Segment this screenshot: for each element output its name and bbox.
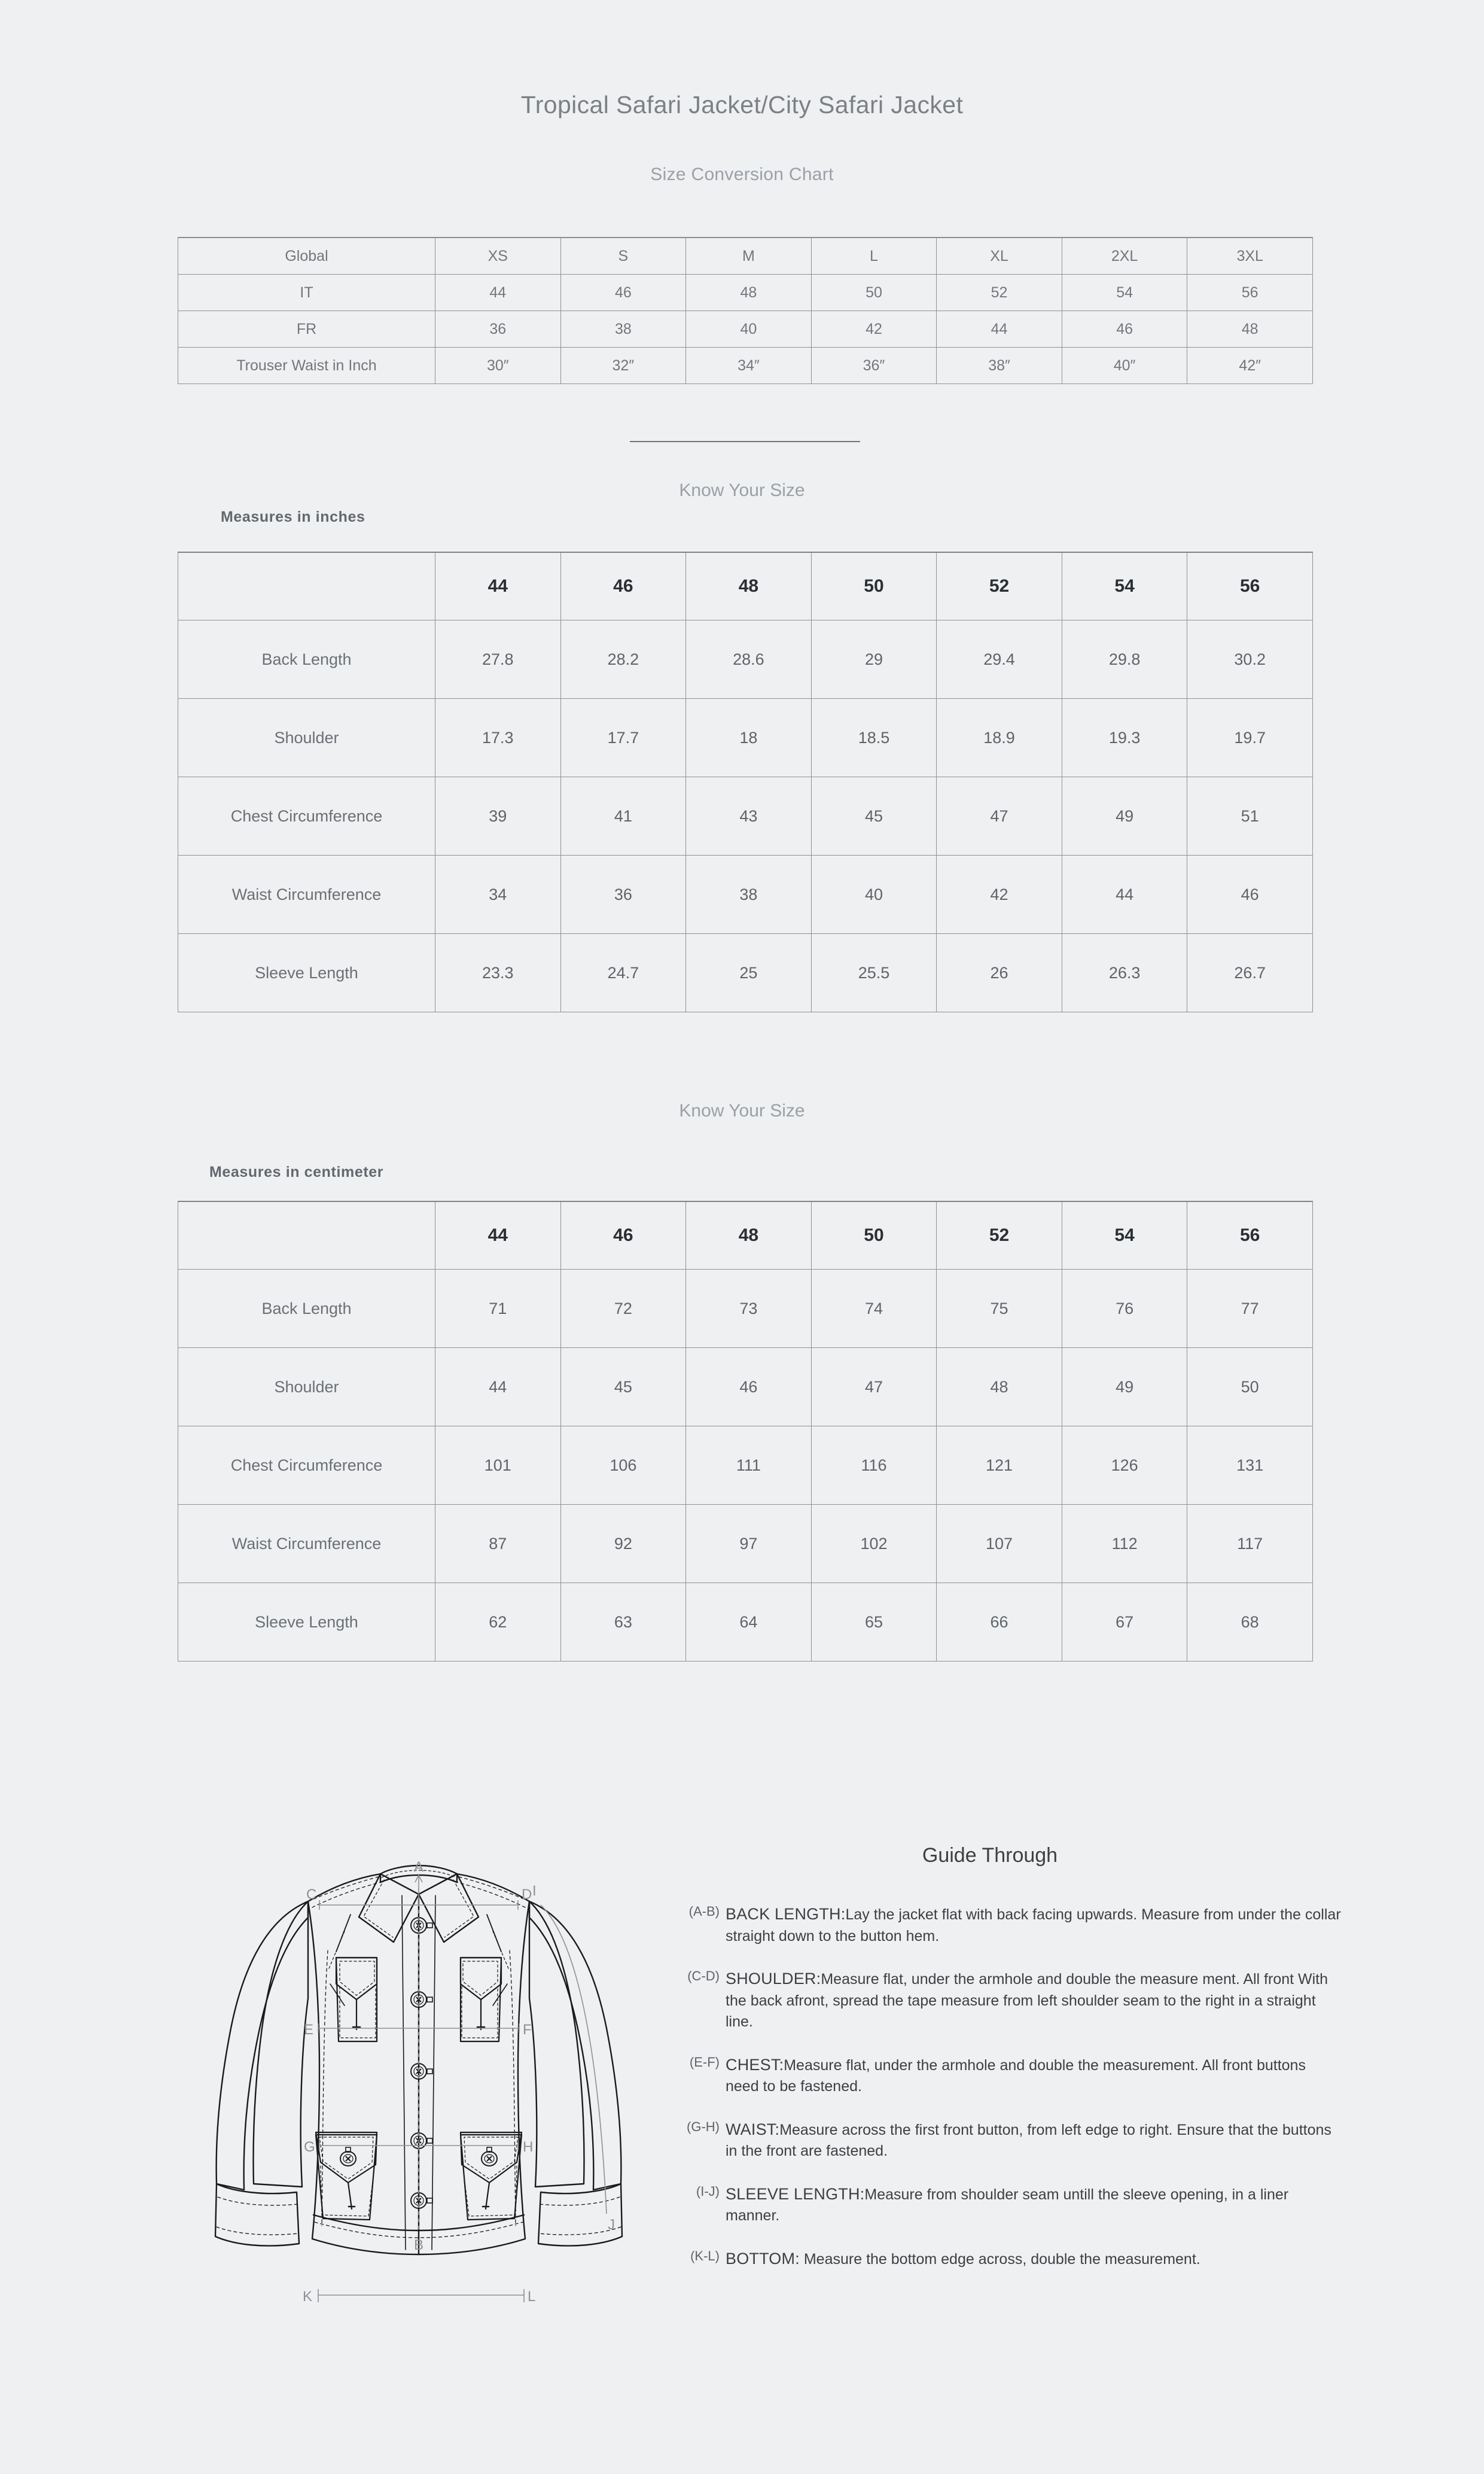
table-row [178,348,1313,384]
measurements-table-cm-wrapper [178,1201,1313,1661]
cell: 74 [811,1270,937,1348]
cell: 76 [1062,1270,1187,1348]
row-label: Waist Circumference [178,1505,435,1583]
cell: 26.3 [1062,934,1187,1012]
cell: S [560,238,686,275]
guide-term: WAIST: [726,2120,780,2138]
header-cell: 46 [560,1201,686,1270]
cell: 50 [811,275,937,311]
button-icon [411,1992,432,2007]
header-cell: 52 [937,1201,1062,1270]
cell: 42 [937,856,1062,934]
marker-d: D [522,1886,532,1903]
cell: 26 [937,934,1062,1012]
cell: 48 [937,1348,1062,1426]
measurements-table-inches-wrapper [178,552,1313,1012]
cell: 25.5 [811,934,937,1012]
cell: 44 [937,311,1062,348]
cell: XS [435,238,561,275]
cell: 19.7 [1187,699,1313,777]
guide-item [673,2247,1343,2271]
guide-text [726,2118,1343,2162]
header-cell: 54 [1062,1201,1187,1270]
table-row [178,934,1313,1012]
cell: 117 [1187,1505,1313,1583]
cell: 34 [435,856,561,934]
table-row [178,1505,1313,1583]
marker-c: C [306,1886,317,1903]
marker-e: E [304,2022,314,2038]
cell: 116 [811,1426,937,1505]
row-label: Back Length [178,620,435,699]
marker-j: J [608,2217,615,2233]
cell: M [686,238,812,275]
cell: 47 [811,1348,937,1426]
row-label: Shoulder [178,699,435,777]
button-icon [340,2147,356,2166]
guide-body: Measure flat, under the armhole and double the measurement. All front buttons need to be fastened. [726,2056,1306,2095]
know-your-size-heading-cm: Know Your Size [679,1101,805,1121]
cell: 42 [811,311,937,348]
cell: 36 [560,856,686,934]
cell: 87 [435,1505,561,1583]
size-conversion-table-wrapper [178,237,1313,384]
measures-unit-label-inches: Measures in inches [221,509,365,525]
cell: 24.7 [560,934,686,1012]
know-your-size-heading-inches: Know Your Size [679,480,805,500]
marker-l: L [528,2289,536,2305]
table-row [178,311,1313,348]
cell: 2XL [1062,238,1187,275]
cell: 29.4 [937,620,1062,699]
cell: 44 [1062,856,1187,934]
page-title: Tropical Safari Jacket/City Safari Jacket [520,91,964,118]
header-cell: 48 [686,1201,812,1270]
header-cell: 48 [686,552,812,620]
cell: 49 [1062,1348,1187,1426]
cell: 65 [811,1583,937,1661]
guide-tag: (A-B) [688,1904,720,1919]
cell: 3XL [1187,238,1313,275]
page-subtitle: Size Conversion Chart [650,165,834,184]
cell: 63 [560,1583,686,1661]
cell: XL [937,238,1062,275]
cell: 126 [1062,1426,1187,1505]
guide-tag: (I-J) [696,2183,720,2199]
cell: 72 [560,1270,686,1348]
guide-text [726,2053,1343,2098]
button-icon [411,1918,432,1933]
cell: 97 [686,1505,812,1583]
cell: 106 [560,1426,686,1505]
table-row [178,1348,1313,1426]
table-row [178,1270,1313,1348]
guide-term: SLEEVE LENGTH: [726,2184,865,2203]
cell: 18 [686,699,812,777]
button-icon [482,2147,497,2166]
cell: 30.2 [1187,620,1313,699]
guide-item [673,2118,1343,2162]
cell: 40 [811,856,937,934]
measurements-table-cm [178,1201,1313,1661]
row-label: IT [178,275,435,311]
cell: 121 [937,1426,1062,1505]
marker-f: F [523,2022,532,2038]
cell: 112 [1062,1505,1187,1583]
cell: 46 [560,275,686,311]
row-label: Shoulder [178,1348,435,1426]
cell: 47 [937,777,1062,856]
cell: 52 [937,275,1062,311]
cell: 48 [686,275,812,311]
table-header-row [178,1201,1313,1270]
cell: 56 [1187,275,1313,311]
guide-tag: (E-F) [689,2054,720,2070]
guide-term: BACK LENGTH: [726,1905,846,1923]
cell: 36 [435,311,561,348]
size-conversion-table [178,237,1313,384]
cell: 75 [937,1270,1062,1348]
header-cell: 52 [937,552,1062,620]
cell: 17.7 [560,699,686,777]
cell: 25 [686,934,812,1012]
cell: 40″ [1062,348,1187,384]
row-label: Chest Circumference [178,777,435,856]
marker-b: B [414,2237,424,2253]
cell: 19.3 [1062,699,1187,777]
guide-item [673,1967,1343,2033]
cell: 46 [1062,311,1187,348]
section-divider [630,441,860,442]
guide-list [673,1903,1343,2290]
table-row [178,1426,1313,1505]
cell: 38 [560,311,686,348]
cell: 29 [811,620,937,699]
table-row [178,777,1313,856]
guide-text [726,2247,1343,2271]
header-cell: 50 [811,1201,937,1270]
table-row [178,856,1313,934]
cell: 18.5 [811,699,937,777]
cell: 17.3 [435,699,561,777]
row-label: Trouser Waist in Inch [178,348,435,384]
cell: 77 [1187,1270,1313,1348]
cell: 49 [1062,777,1187,856]
cell: 44 [435,1348,561,1426]
guide-term: SHOULDER: [726,1970,821,1988]
button-icon [411,2133,432,2149]
cell: 45 [560,1348,686,1426]
guide-term: CHEST: [726,2055,784,2074]
cell: 102 [811,1505,937,1583]
cell: 131 [1187,1426,1313,1505]
guide-tag: (C-D) [687,1968,720,1983]
row-label: Sleeve Length [178,1583,435,1661]
marker-g: G [304,2139,315,2155]
guide-text [726,2183,1343,2227]
marker-h: H [523,2139,534,2155]
cell: 48 [1187,311,1313,348]
guide-text [726,1903,1343,1947]
cell: 36″ [811,348,937,384]
guide-body: Measure the bottom edge across, double the measurement. [799,2250,1200,2268]
row-label: Waist Circumference [178,856,435,934]
cell: 18.9 [937,699,1062,777]
guide-title: Guide Through [922,1844,1058,1867]
header-cell: 44 [435,552,561,620]
cell: 67 [1062,1583,1187,1661]
guide-body: Measure from shoulder seam untill the sleeve opening, in a liner manner. [726,2186,1289,2224]
cell: 29.8 [1062,620,1187,699]
row-label: FR [178,311,435,348]
guide-term: BOTTOM: [726,2249,800,2268]
cell: 50 [1187,1348,1313,1426]
guide-body: Measure across the first front button, from left edge to right. Ensure that the buttons in the front are fastened. [726,2121,1331,2159]
guide-item [673,1903,1343,1947]
cell: 26.7 [1187,934,1313,1012]
table-row [178,620,1313,699]
header-cell: 46 [560,552,686,620]
cell: 38 [686,856,812,934]
measurements-table-inches [178,552,1313,1012]
cell: 66 [937,1583,1062,1661]
cell: 42″ [1187,348,1313,384]
guide-item [673,2053,1343,2098]
header-cell: 56 [1187,1201,1313,1270]
jacket-technical-drawing [179,1771,658,2369]
cell: 71 [435,1270,561,1348]
guide-body: Lay the jacket flat with back facing upwards. Measure from under the collar straight down to the button hem. [726,1906,1341,1944]
cell: 27.8 [435,620,561,699]
cell: 40 [686,311,812,348]
cell: 28.2 [560,620,686,699]
table-row [178,1583,1313,1661]
cell: 41 [560,777,686,856]
guide-body: Measure flat, under the armhole and double the measure ment. All front With the back afront, spread the tape measure from left shoulder seam to the right in a straight line. [726,1971,1328,2030]
cell: 68 [1187,1583,1313,1661]
jacket-illustration-svg [179,1771,658,2369]
table-row [178,238,1313,275]
cell: 46 [686,1348,812,1426]
cell: 38″ [937,348,1062,384]
header-cell: 44 [435,1201,561,1270]
marker-i: I [532,1883,537,1899]
cell: 54 [1062,275,1187,311]
cell: L [811,238,937,275]
cell: 107 [937,1505,1062,1583]
guide-text [726,1967,1343,2033]
row-label: Chest Circumference [178,1426,435,1505]
cell: 92 [560,1505,686,1583]
button-icon [411,2064,432,2079]
cell: 30″ [435,348,561,384]
table-row [178,699,1313,777]
header-cell-blank [178,1201,435,1270]
header-cell-blank [178,552,435,620]
guide-tag: (G-H) [687,2119,720,2134]
cell: 111 [686,1426,812,1505]
cell: 46 [1187,856,1313,934]
cell: 64 [686,1583,812,1661]
cell: 44 [435,275,561,311]
cell: 43 [686,777,812,856]
row-label: Sleeve Length [178,934,435,1012]
marker-a: A [414,1859,424,1875]
header-cell: 54 [1062,552,1187,620]
cell: 45 [811,777,937,856]
guide-item [673,2183,1343,2227]
cell: 51 [1187,777,1313,856]
cell: 28.6 [686,620,812,699]
header-cell: 50 [811,552,937,620]
cell: 73 [686,1270,812,1348]
table-row [178,275,1313,311]
marker-k: K [303,2289,313,2305]
cell: 62 [435,1583,561,1661]
cell: 32″ [560,348,686,384]
row-label: Back Length [178,1270,435,1348]
guide-tag: (K-L) [690,2248,720,2263]
row-label: Global [178,238,435,275]
measures-unit-label-cm: Measures in centimeter [209,1164,384,1180]
table-header-row [178,552,1313,620]
cell: 23.3 [435,934,561,1012]
header-cell: 56 [1187,552,1313,620]
cell: 101 [435,1426,561,1505]
button-icon [411,2193,432,2208]
cell: 39 [435,777,561,856]
cell: 34″ [686,348,812,384]
